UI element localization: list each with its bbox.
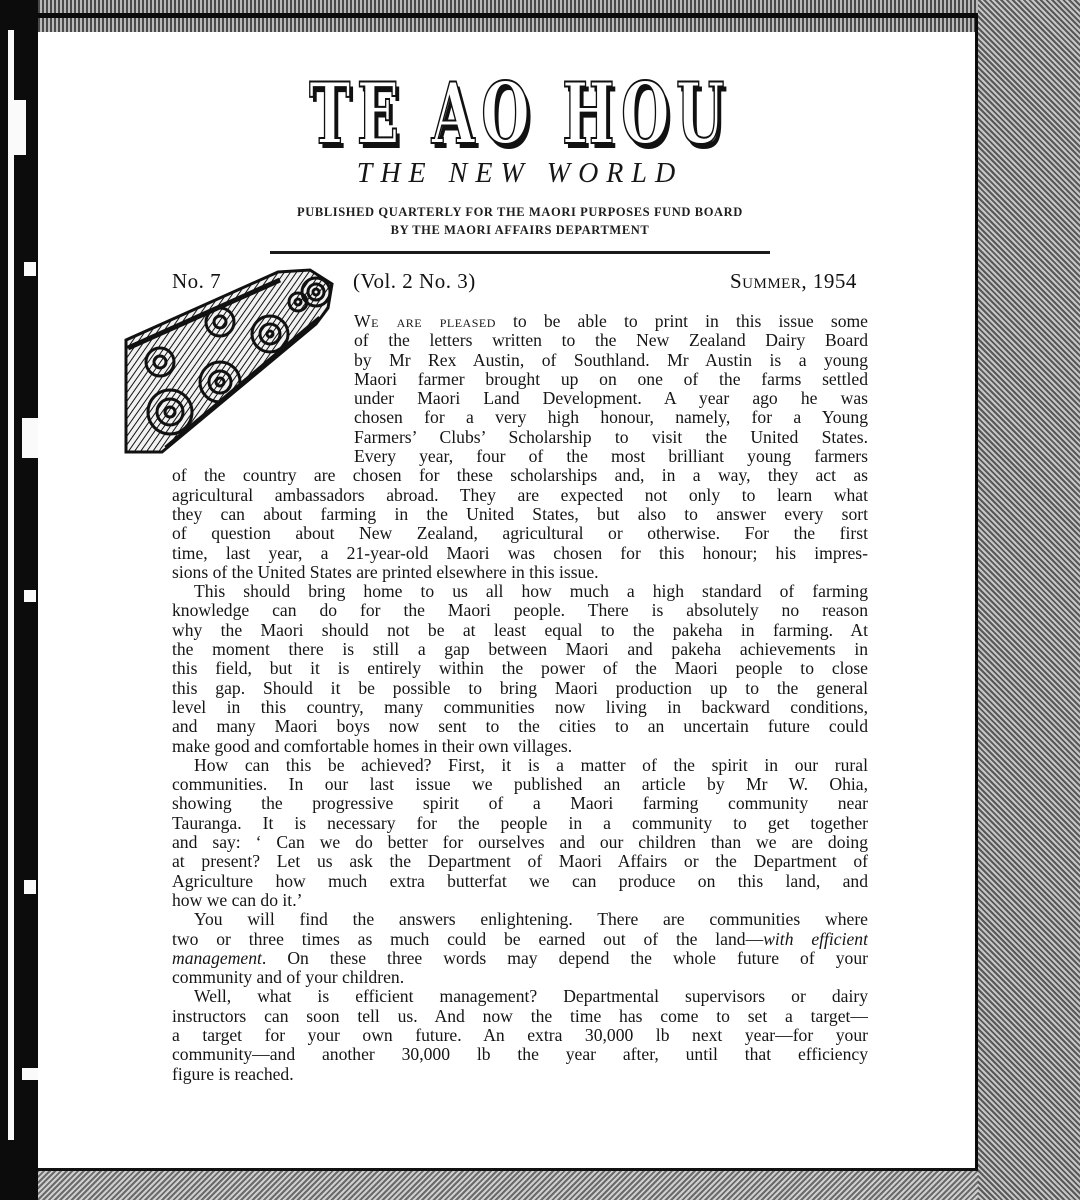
binding-stripe (8, 30, 14, 1140)
article-line: the moment there is still a gap between Maori and pakeha achievements in (172, 640, 868, 660)
page-right-edge (975, 14, 978, 1184)
article-line: Well, what is efficient management? Departmental supervisors or dairy (194, 987, 868, 1007)
issue-season: Summer, 1954 (730, 269, 857, 293)
binding-mark (24, 590, 36, 602)
scan-bottom-border (38, 1170, 978, 1200)
article-line: this gap. Should it be possible to bring Maori production up to the general (172, 678, 868, 698)
article-line: time, last year, a 21-year-old Maori was chosen for this honour; his impres- (172, 543, 868, 563)
article-line: Every year, four of the most brilliant young farmers (354, 447, 868, 467)
lead-in: We are pleased (354, 312, 496, 331)
article-line (172, 949, 868, 968)
article-line: this field, but it is entirely within the power of the Maori people to close (172, 659, 868, 679)
article-line: instructors can soon tell us. And now the time has come to set a target— (172, 1006, 868, 1026)
article-line: a target for your own future. An extra 30,000 lb next year—for your (172, 1025, 868, 1045)
binding-mark (22, 1068, 38, 1080)
article-line: chosen for a very high honour, namely, for a Young (354, 408, 868, 428)
issue-number: No. 7 (172, 269, 222, 293)
article-line: community and of your children. (172, 968, 405, 988)
volume-info: (Vol. 2 No. 3) (353, 269, 476, 293)
article-line: Farmers’ Clubs’ Scholarship to visit the United States. (354, 427, 868, 447)
article-text: two or three times as much could be earned out of the land— (172, 929, 764, 949)
masthead-rule (270, 251, 770, 254)
article-line: of question about New Zealand, agricultural or otherwise. For the first (172, 524, 868, 544)
article-line: Maori farmer brought up on one of the farms settled (354, 369, 868, 389)
page-bottom-edge (38, 1168, 978, 1171)
article-line: agricultural ambassadors abroad. They are expected not only to learn what (172, 485, 868, 505)
publisher-line: PUBLISHED QUARTERLY FOR THE MAORI PURPOSES FUND BOARD (297, 205, 743, 219)
article-line: Agriculture how much extra butterfat we can produce on this land, and (172, 871, 868, 891)
editorial-article (172, 312, 868, 1084)
article-line: under Maori Land Development. A year ago he was (354, 389, 868, 409)
article-line: community—and another 30,000 lb the year after, until that efficiency (172, 1045, 868, 1065)
article-line (354, 312, 868, 331)
article-line: level in this country, many communities now living in backward conditions, (172, 697, 868, 717)
article-line: and say: ‘ Can we do better for ourselves and our children than we are doing (172, 833, 868, 853)
article-line: You will find the answers enlightening. There are communities where (194, 910, 868, 930)
article-text: . On these three words may depend the whole future of your (261, 948, 868, 968)
article-line: figure is reached. (172, 1064, 294, 1084)
masthead-subtitle: THE NEW WORLD (356, 158, 684, 189)
article-line: knowledge can do for the Maori people. There is absolutely no reason (172, 601, 868, 621)
publisher-line: BY THE MAORI AFFAIRS DEPARTMENT (390, 223, 650, 237)
article-line: at present? Let us ask the Department of Maori Affairs or the Department of (172, 852, 868, 872)
masthead-title: TE AO HOU (309, 64, 731, 163)
article-emphasis: management (172, 948, 262, 968)
binding-mark (12, 100, 26, 155)
article-line: by Mr Rex Austin, of Southland. Mr Austin is a young (354, 350, 868, 370)
binding-mark (22, 418, 38, 458)
article-line: and many Maori boys now sent to the cities to an uncertain future could (172, 717, 868, 737)
article-line: communities. In our last issue we published an article by Mr W. Ohia, (172, 775, 868, 795)
binding-mark (24, 880, 36, 894)
article-line: of the letters written to the New Zealand Dairy Board (354, 331, 868, 351)
scan-right-border (978, 0, 1080, 1200)
article-line: why the Maori should not be at least equal to the pakeha in farming. At (172, 620, 868, 640)
article-text: to be able to print in this issue some (495, 312, 868, 331)
article-line: How can this be achieved? First, it is a matter of the spirit in our rural (194, 755, 868, 775)
article-line: of the country are chosen for these scholarships and, in a way, they act as (172, 466, 868, 486)
article-line: This should bring home to us all how much a high standard of farming (194, 582, 868, 602)
page-top-edge (38, 13, 978, 18)
article-line: they can about farming in the United States, but also to answer every sort (172, 504, 868, 524)
article-line: Tauranga. It is necessary for the people in a community to get together (172, 813, 868, 833)
article-line (172, 930, 868, 949)
article-line: showing the progressive spirit of a Maori farming community near (172, 794, 868, 814)
article-line: sions of the United States are printed elsewhere in this issue. (172, 562, 599, 582)
article-line: how we can do it.’ (172, 890, 303, 910)
article-line: make good and comfortable homes in their own villages. (172, 736, 573, 756)
article-emphasis: with efficient (763, 929, 868, 949)
binding-mark (24, 262, 36, 276)
